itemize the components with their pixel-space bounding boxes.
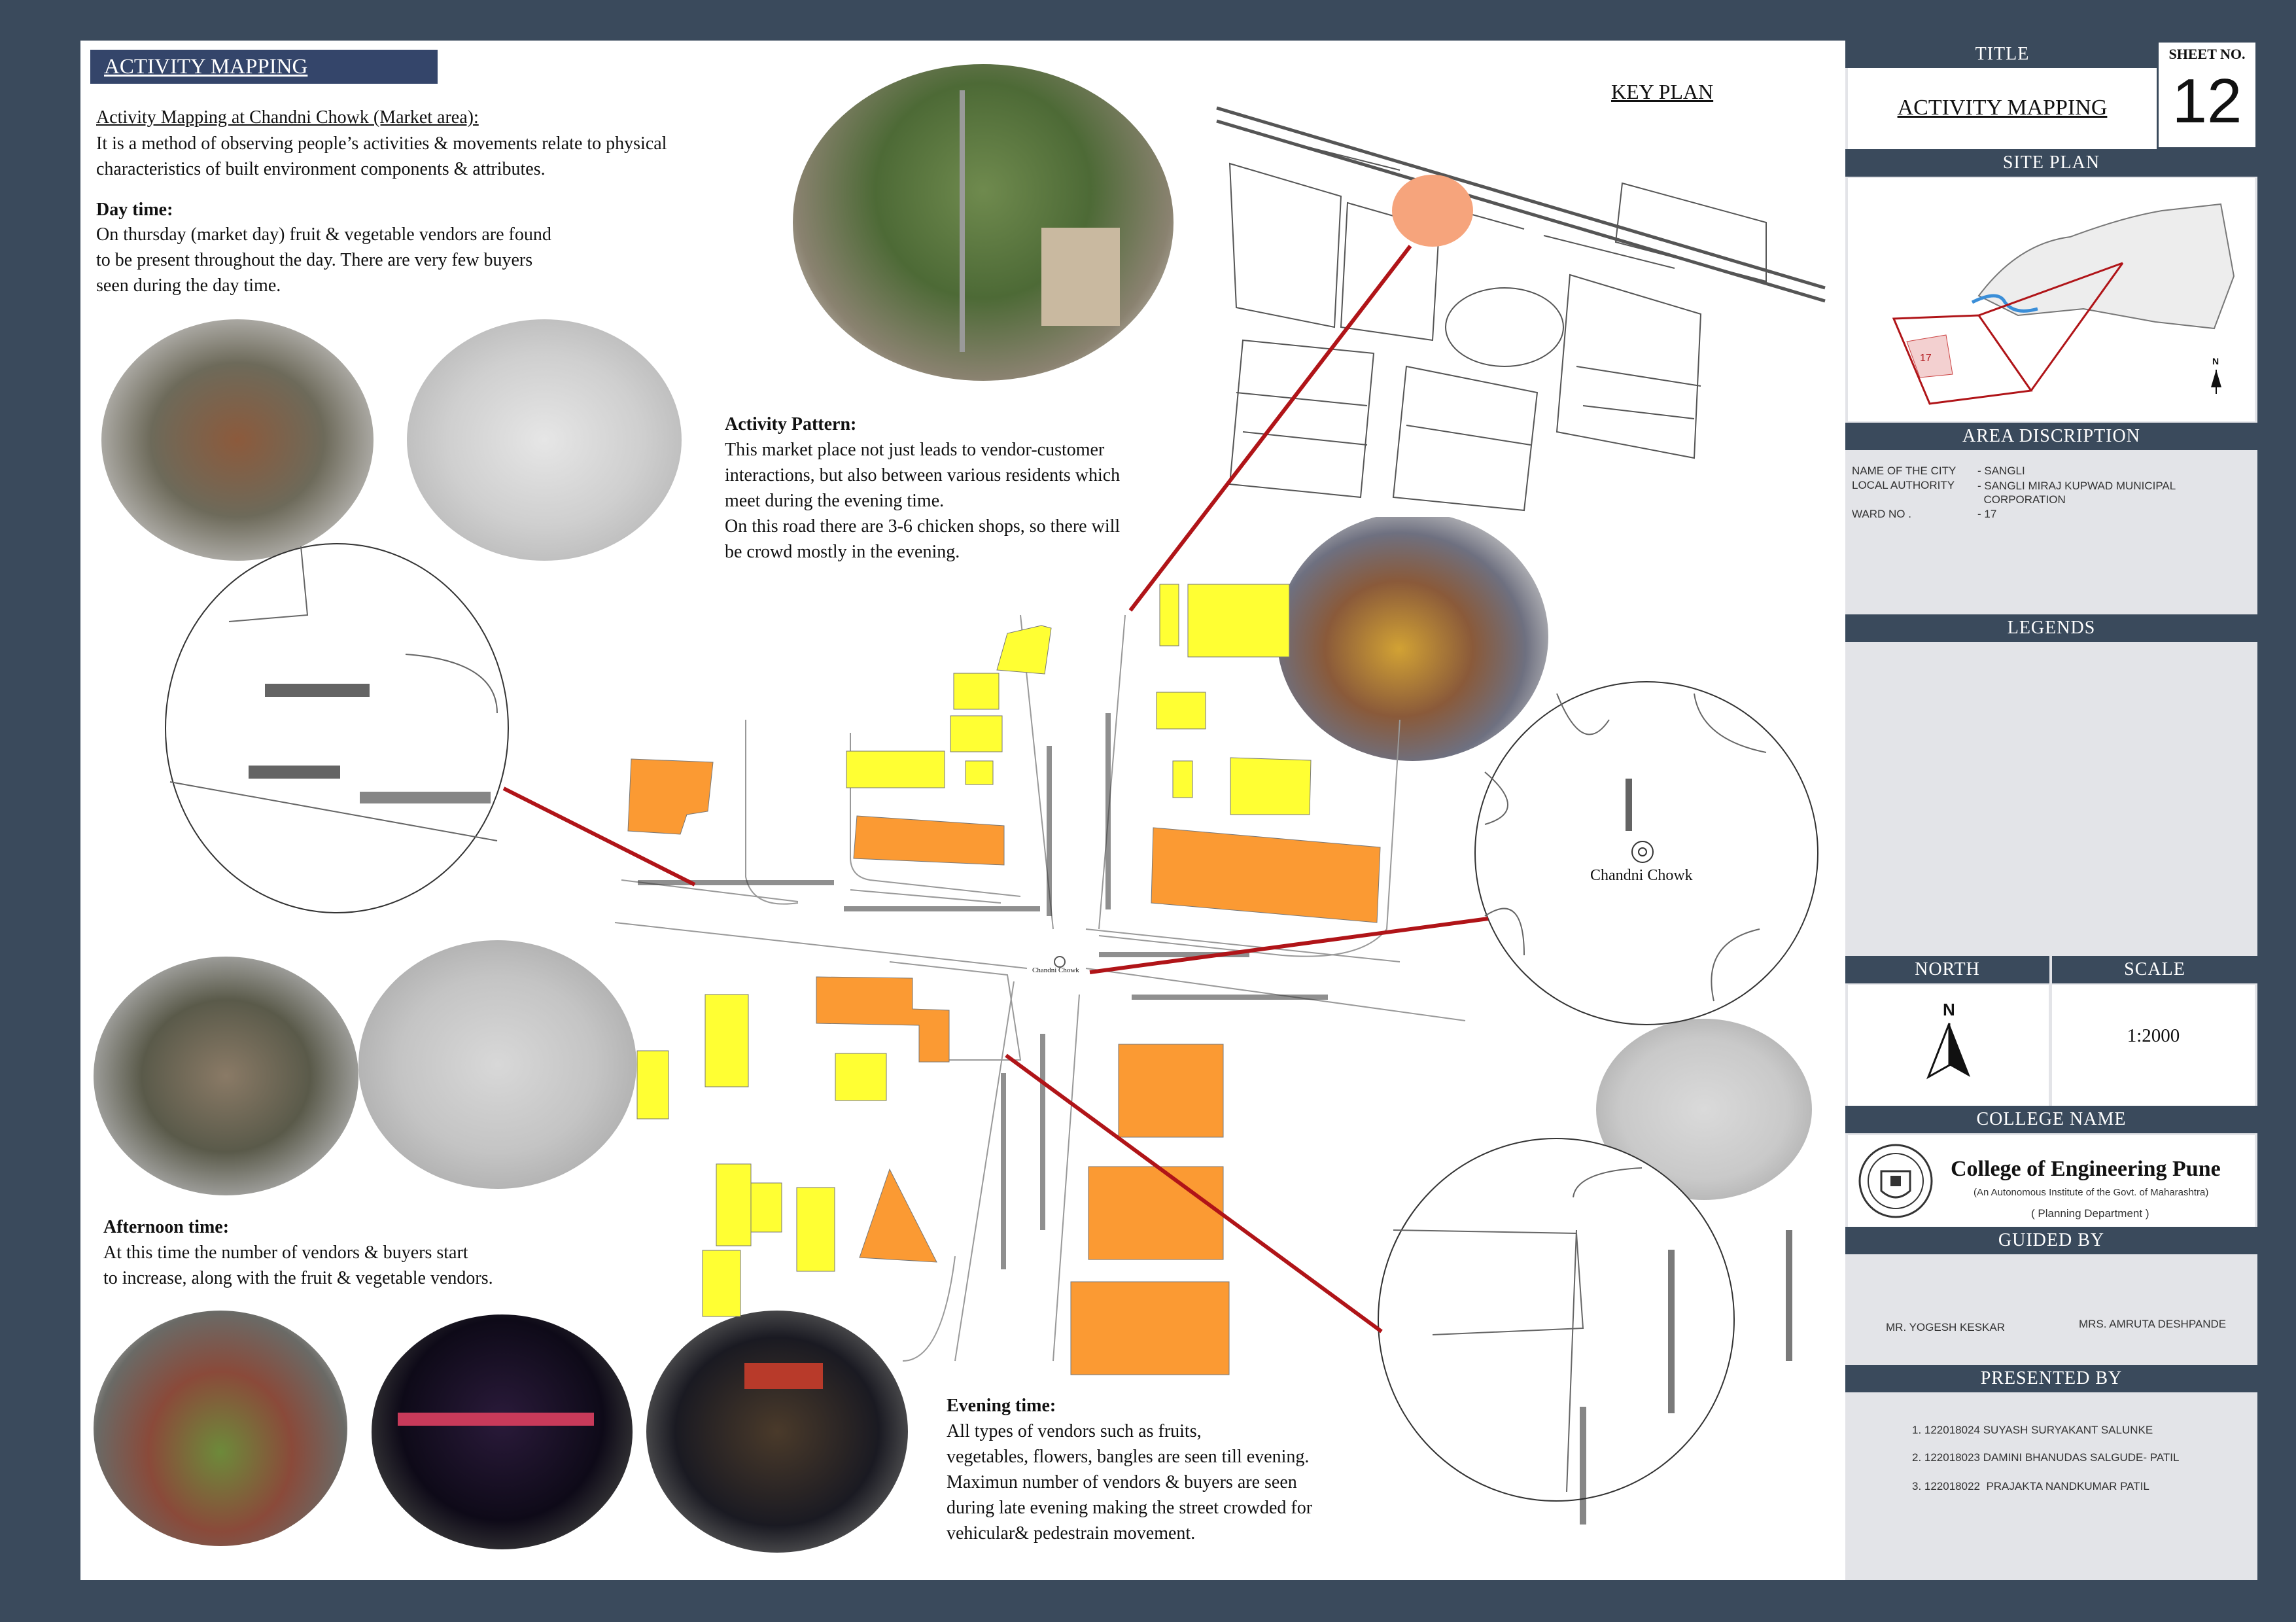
scale-header: SCALE bbox=[2052, 956, 2257, 983]
north-header: NORTH bbox=[1845, 956, 2049, 983]
evening-time-title: Evening time: bbox=[947, 1396, 1056, 1416]
presenter-1: 1. 122018024 SUYASH SURYAKANT SALUNKE bbox=[1912, 1424, 2153, 1436]
presenter-3: 3. 122018022 PRAJAKTA NANDKUMAR PATIL bbox=[1912, 1480, 2149, 1492]
site-plan-north: N bbox=[2212, 356, 2219, 366]
activity-pattern-title: Activity Pattern: bbox=[725, 414, 857, 434]
day-time-title: Day time: bbox=[96, 200, 173, 220]
presented-by-header: PRESENTED BY bbox=[1845, 1365, 2257, 1392]
college-subtitle: (An Autonomous Institute of the Govt. of Maharashtra) bbox=[1974, 1187, 2209, 1198]
afternoon-time-title: Afternoon time: bbox=[103, 1217, 230, 1237]
legends-header: LEGENDS bbox=[1845, 614, 2257, 642]
title-header: TITLE bbox=[1845, 41, 2159, 68]
site-plan-header: SITE PLAN bbox=[1845, 149, 2257, 177]
scale-value: 1:2000 bbox=[2127, 1025, 2180, 1046]
area-row-ward-key: WARD NO . bbox=[1852, 508, 1911, 520]
chandni-chowk-small-label: Chandni Chowk bbox=[1032, 966, 1079, 974]
title-value: ACTIVITY MAPPING bbox=[1897, 96, 2108, 120]
college-department: ( Planning Department ) bbox=[2031, 1207, 2149, 1220]
sheet-heading: ACTIVITY MAPPING bbox=[90, 50, 438, 84]
area-description-header: AREA DISCRIPTION bbox=[1845, 423, 2257, 450]
guide-2: MRS. AMRUTA DESHPANDE bbox=[2079, 1318, 2227, 1330]
sheet-number-value: 12 bbox=[2172, 66, 2242, 136]
college-seal-icon bbox=[1856, 1142, 1935, 1220]
day-time-body: On thursday (market day) fruit & vegetable vendors are found to be present throughout the day. There are very few buyers seen during the day time. bbox=[96, 224, 551, 296]
site-plan-ward: 17 bbox=[1920, 353, 1932, 364]
area-row-ward-value: - 17 bbox=[1977, 508, 1997, 520]
area-row-authority-key: LOCAL AUTHORITY bbox=[1852, 479, 1955, 491]
area-row-city-value: - SANGLI bbox=[1977, 465, 2025, 477]
guided-by-header: GUIDED BY bbox=[1845, 1227, 2257, 1254]
guide-1: MR. YOGESH KESKAR bbox=[1886, 1321, 2006, 1333]
key-plan-highlight bbox=[1392, 175, 1473, 247]
street-plan bbox=[615, 615, 1465, 1361]
sheet-number-label: SHEET NO. bbox=[2168, 46, 2246, 62]
college-name: College of Engineering Pune bbox=[1951, 1157, 2221, 1181]
presenter-2: 2. 122018023 DAMINI BHANUDAS SALGUDE- PATIL bbox=[1912, 1451, 2180, 1464]
chandni-chowk-label: Chandni Chowk bbox=[1590, 867, 1693, 884]
key-plan-label: KEY PLAN bbox=[1611, 80, 1714, 103]
intro-title: Activity Mapping at Chandni Chowk (Market area): bbox=[96, 107, 479, 128]
activity-pattern-body: This market place not just leads to vendor-customer interactions, but also between various residents which meet during the evening time. On this road there are 3-6 chicken shops, so there will be crowd mostly in the evening. bbox=[725, 440, 1121, 562]
area-row-authority-value: - SANGLI MIRAJ KUPWAD MUNICIPAL CORPORATION bbox=[1977, 480, 2176, 506]
afternoon-time-body: At this time the number of vendors & buyers start to increase, along with the fruit & vegetable vendors. bbox=[103, 1243, 493, 1288]
svg-text:N: N bbox=[1943, 1000, 1955, 1019]
site-plan-map bbox=[1848, 178, 2255, 421]
area-row-city-key: NAME OF THE CITY bbox=[1852, 465, 1957, 477]
college-name-header: COLLEGE NAME bbox=[1845, 1106, 2257, 1133]
evening-time-body: All types of vendors such as fruits, vegetables, flowers, bangles are seen till evening. Maximun number of vendors & buyers are seen during late evening making the street crowded for vehicular& pedestrain movement. bbox=[947, 1421, 1313, 1543]
intro-body: It is a method of observing people’s activities & movements relate to physical characteristics of built environment components & attributes. bbox=[96, 133, 667, 179]
key-plan bbox=[1217, 85, 1825, 517]
north-arrow-icon bbox=[1923, 1000, 1975, 1091]
